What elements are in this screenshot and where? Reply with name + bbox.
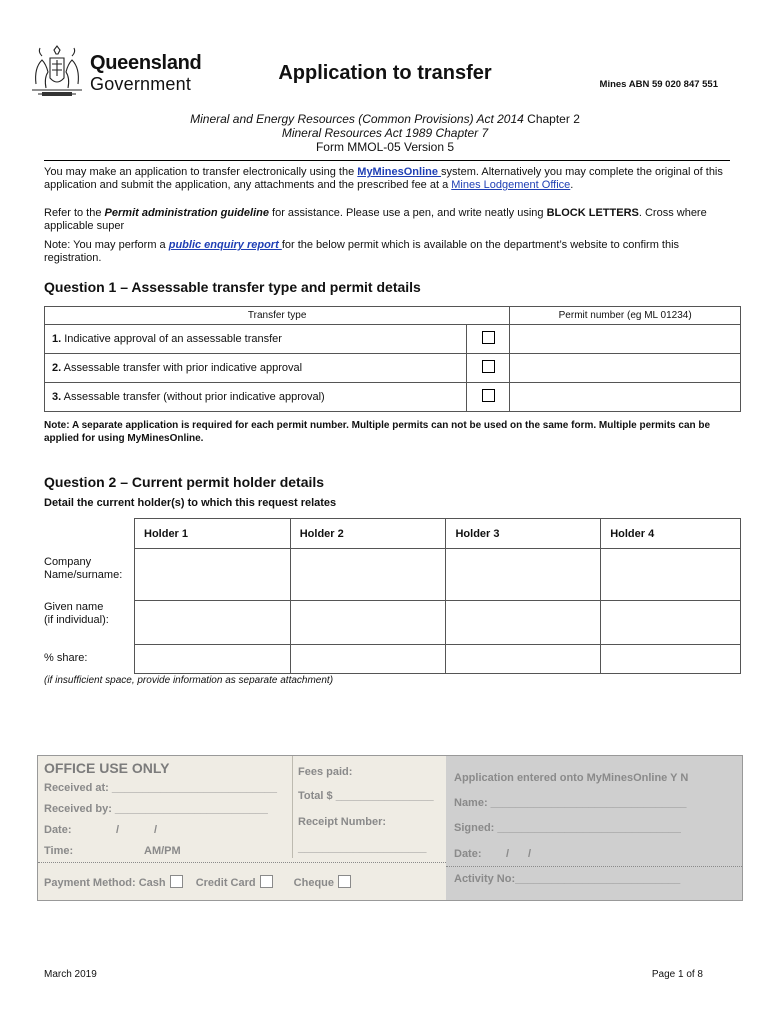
holder-3-given-name-input[interactable] xyxy=(446,601,601,645)
option-label: Indicative approval of an assessable transfer xyxy=(61,333,282,345)
guideline-name: Permit administration guideline xyxy=(104,207,269,219)
holder-1-header: Holder 1 xyxy=(135,519,291,549)
intro-text: . xyxy=(570,179,574,191)
holder-2-company-input[interactable] xyxy=(290,549,446,601)
transfer-type-row xyxy=(45,354,741,383)
transfer-type-option xyxy=(45,354,467,383)
intro-paragraph-1 xyxy=(44,166,734,192)
entered-online-field: Application entered onto MyMinesOnline Y N xyxy=(454,772,689,784)
transfer-type-table xyxy=(44,306,741,412)
fees-paid-label: Fees paid: xyxy=(298,766,353,778)
received-by-field: Received by: _________________________ xyxy=(44,803,268,815)
intro-text: for the below permit which is available on the department’s website to confirm this registration. xyxy=(44,239,680,264)
checkbox-cell xyxy=(467,354,510,383)
office-date-label: Date: xyxy=(44,824,72,836)
option-label: Assessable transfer with prior indicative approval xyxy=(61,362,303,374)
footer-page-number: Page 1 of 8 xyxy=(651,969,703,980)
intro-text: Note: You may perform a xyxy=(44,239,169,251)
act-1-name: Mineral and Energy Resources (Common Provisions) Act 2014 xyxy=(190,112,524,126)
holder-3-share-input[interactable] xyxy=(446,645,601,674)
receipt-number-label: Receipt Number: xyxy=(298,816,387,828)
holder-1-share-input[interactable] xyxy=(135,645,291,674)
credit-card-label: Credit Card xyxy=(195,877,256,889)
transfer-type-option xyxy=(45,325,467,354)
payment-cash-label: Payment Method: Cash xyxy=(44,877,166,889)
intro-paragraph-3 xyxy=(44,239,734,265)
signed-field: Signed: ______________________________ xyxy=(454,822,681,834)
question-1-note: Note: A separate application is required for each permit number. Multiple permits can not be used on the same form. Multiple permits can be applied for using MyMinesOnline. xyxy=(44,420,711,444)
checkbox-cell xyxy=(467,325,510,354)
holder-4-share-input[interactable] xyxy=(601,645,741,674)
transfer-type-option xyxy=(45,383,467,412)
am-pm-label: AM/PM xyxy=(144,845,181,857)
activity-number-field: Activity No:___________________________ xyxy=(454,873,681,885)
checkbox-cell xyxy=(467,383,510,412)
transfer-type-row xyxy=(45,383,741,412)
attachment-note: (if insufficient space, provide information as separate attachment) xyxy=(44,675,334,686)
permit-number-input-3[interactable] xyxy=(510,383,741,412)
holder-1-given-name-input[interactable] xyxy=(135,601,291,645)
date-slash: / xyxy=(116,824,120,836)
office-time-label: Time: xyxy=(44,845,74,857)
act-1-chapter: Chapter 2 xyxy=(523,112,580,126)
logo-text-government: Government xyxy=(90,74,192,94)
question-2-heading: Question 2 – Current permit holder details xyxy=(44,474,325,490)
permit-number-input-1[interactable] xyxy=(510,325,741,354)
option-number: 2. xyxy=(52,362,62,374)
office-use-box xyxy=(37,755,743,901)
receipt-number-line: _____________________ xyxy=(298,842,427,854)
credit-card-checkbox[interactable] xyxy=(260,875,273,888)
act-line-1 xyxy=(0,112,770,126)
question-2-subheading: Detail the current holder(s) to which this request relates xyxy=(44,497,337,509)
total-field: Total $ ________________ xyxy=(298,790,434,802)
intro-text: You may make an application to transfer electronically using the xyxy=(44,166,358,178)
question-1-heading: Question 1 – Assessable transfer type and permit details xyxy=(44,279,421,295)
holder-2-header: Holder 2 xyxy=(290,519,446,549)
transfer-type-checkbox-1[interactable] xyxy=(482,331,495,344)
holder-4-company-input[interactable] xyxy=(601,549,741,601)
permit-number-header: Permit number (eg ML 01234) xyxy=(510,307,741,325)
holder-4-given-name-input[interactable] xyxy=(601,601,741,645)
office-date-2-label: Date: xyxy=(454,848,482,860)
option-number: 1. xyxy=(52,333,62,345)
date-slash: / xyxy=(528,848,532,860)
transfer-type-header: Transfer type xyxy=(45,307,510,325)
cash-checkbox[interactable] xyxy=(170,875,183,888)
option-number: 3. xyxy=(52,391,62,403)
holder-4-header: Holder 4 xyxy=(601,519,741,549)
header-divider xyxy=(44,160,730,161)
transfer-type-checkbox-2[interactable] xyxy=(482,360,495,373)
received-at-field: Received at: ___________________________ xyxy=(44,782,278,794)
office-divider xyxy=(292,756,293,858)
label-line: Name/surname: xyxy=(44,569,123,581)
name-field: Name: ________________________________ xyxy=(454,797,687,809)
date-slash: / xyxy=(506,848,510,860)
form-version: Form MMOL-05 Version 5 xyxy=(315,140,455,154)
intro-text: Refer to the xyxy=(44,207,105,219)
logo-text-queensland: Queensland xyxy=(90,52,202,74)
holder-2-share-input[interactable] xyxy=(290,645,446,674)
label-line: (if individual): xyxy=(44,614,109,626)
page-title: Application to transfer xyxy=(278,62,492,84)
holder-3-header: Holder 3 xyxy=(446,519,601,549)
given-name-label xyxy=(44,601,109,627)
holder-details-table xyxy=(134,518,741,674)
cheque-checkbox[interactable] xyxy=(338,875,351,888)
mines-lodgement-office-link[interactable]: Mines Lodgement Office xyxy=(451,179,571,191)
public-enquiry-report-link[interactable]: public enquiry report xyxy=(168,239,282,251)
intro-paragraph-2 xyxy=(44,207,734,233)
office-divider xyxy=(38,862,446,863)
share-label: % share: xyxy=(44,652,88,664)
payment-method-row xyxy=(44,875,351,889)
holder-2-given-name-input[interactable] xyxy=(290,601,446,645)
office-divider xyxy=(446,866,742,867)
transfer-type-checkbox-3[interactable] xyxy=(482,389,495,402)
holder-3-company-input[interactable] xyxy=(446,549,601,601)
intro-text: for assistance. Please use a pen, and write neatly using xyxy=(268,207,547,219)
label-line: Company xyxy=(44,556,92,568)
transfer-type-row xyxy=(45,325,741,354)
holder-1-company-input[interactable] xyxy=(135,549,291,601)
footer-date: March 2019 xyxy=(44,969,97,980)
office-use-title: OFFICE USE ONLY xyxy=(44,760,170,776)
permit-number-input-2[interactable] xyxy=(510,354,741,383)
act-line-2: Mineral Resources Act 1989 Chapter 7 xyxy=(281,126,489,140)
label-line: Given name xyxy=(44,601,104,613)
mymines-online-link[interactable]: MyMinesOnline xyxy=(357,166,442,178)
cheque-label: Cheque xyxy=(293,877,335,889)
intro-text: . Cross where applicable super xyxy=(44,207,707,232)
company-name-label xyxy=(44,556,122,582)
abn-text: Mines ABN 59 020 847 551 xyxy=(599,79,718,90)
block-letters: BLOCK LETTERS xyxy=(546,207,639,219)
option-label: Assessable transfer (without prior indicative approval) xyxy=(61,391,325,403)
date-slash: / xyxy=(154,824,158,836)
intro-text: system. Alternatively you may complete the original of this application and submit the application, any attachments and the prescribed fee at a xyxy=(44,166,723,191)
